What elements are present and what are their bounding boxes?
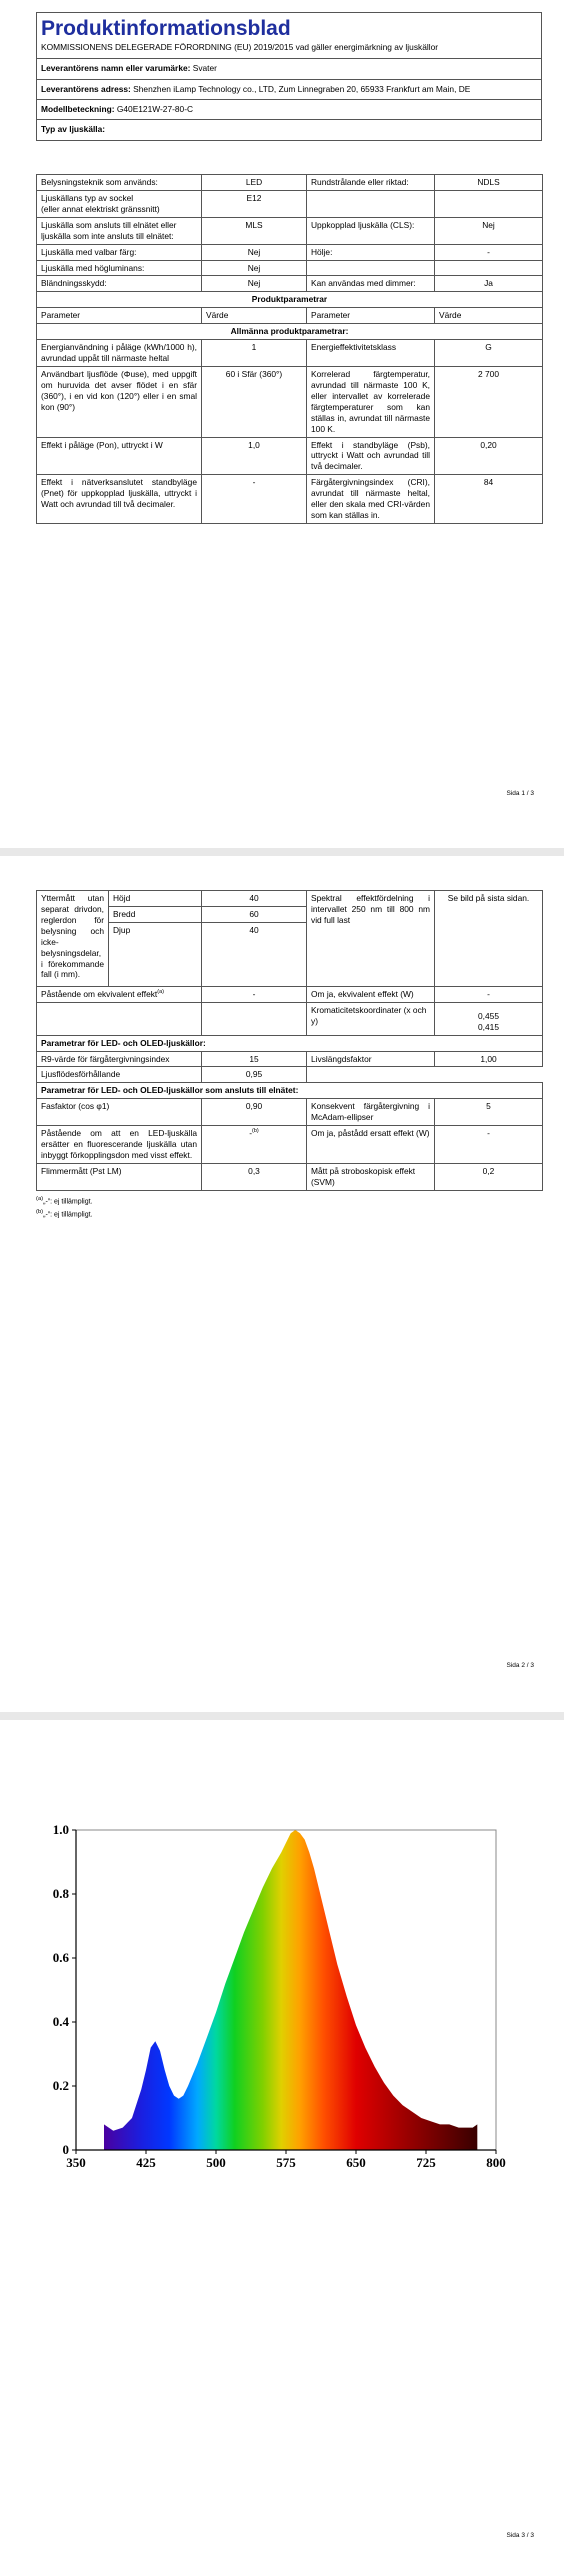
chroma-row xyxy=(37,1002,543,1035)
table-cell xyxy=(307,260,435,276)
footnote-b: $^{(b)}$„-”: ej tillämpligt. xyxy=(36,1208,93,1218)
spectral-value: Se bild på sista sidan. xyxy=(435,891,543,987)
macadam-value: 5 xyxy=(435,1099,543,1126)
y-tick-label: 0.8 xyxy=(52,1886,69,1901)
chroma-label: Kromaticitetskoordinater (x och y) xyxy=(307,1002,435,1035)
table-cell: LED xyxy=(202,175,307,191)
footnote-ref-a: (a) xyxy=(157,989,164,996)
table-cell: Effekt i nätverksanslutet standbyläge (Pnet) för uppkopplad ljuskälla, uttryckt i Watt och avrundad till två decimaler. xyxy=(37,475,202,524)
r9-value: 15 xyxy=(202,1051,307,1067)
x-tick-label: 575 xyxy=(276,2155,296,2170)
replace-w-label: Om ja, påstådd ersatt effekt (W) xyxy=(307,1126,435,1164)
table-cell: Hölje: xyxy=(307,244,435,260)
table-cell: Nej xyxy=(202,244,307,260)
page-footer: Sida 1 / 3 xyxy=(506,790,534,797)
table-cell: Effekt i standbyläge (Psb), uttryckt i Watt och avrundad till två decimaler. xyxy=(307,437,435,475)
spectral-label: Spektral effektfördelning i intervallet 250 nm till 800 nm vid full last xyxy=(307,891,435,987)
footnote-a: $^{(a)}$„-”: ej tillämpligt. xyxy=(36,1196,93,1206)
depth-value: 40 xyxy=(202,922,307,986)
table-cell: 2 700 xyxy=(435,366,543,437)
table-cell: - xyxy=(435,244,543,260)
table-cell: - xyxy=(202,475,307,524)
chroma-y: 0,415 xyxy=(478,1021,499,1032)
replace-value: -$^{(b)}$ xyxy=(202,1126,307,1164)
flicker-value: 0,3 xyxy=(202,1163,307,1190)
dims-row xyxy=(37,891,543,907)
flicker-label: Flimmermått (Pst LM) xyxy=(37,1163,202,1190)
table-row xyxy=(37,276,543,292)
type-rows xyxy=(37,175,543,292)
table-cell: Ja xyxy=(435,276,543,292)
x-tick-label: 425 xyxy=(136,2155,156,2170)
table-row xyxy=(37,217,543,244)
model-row xyxy=(37,100,541,120)
supplier-name-row xyxy=(37,59,541,79)
table-row xyxy=(37,260,543,276)
table-cell: Effekt i påläge (Pon), uttryckt i W xyxy=(37,437,202,475)
footnote-ref-b: (b) xyxy=(252,1128,259,1135)
product-table xyxy=(36,174,543,524)
equiv-w-label: Om ja, ekvivalent effekt (W) xyxy=(307,986,435,1002)
r9-row xyxy=(37,1051,543,1067)
supplier-name: Svater xyxy=(192,63,217,74)
table-cell: 1,0 xyxy=(202,437,307,475)
table-cell xyxy=(435,190,543,217)
table-row xyxy=(37,190,543,217)
spectrum-chart xyxy=(36,1810,526,2210)
page-1 xyxy=(0,0,564,848)
table-cell: Ljuskälla med högluminans: xyxy=(37,260,202,276)
table-cell: G xyxy=(435,340,543,367)
page-2 xyxy=(0,856,564,1712)
table-cell: Korrelerad färgtemperatur, avrundad till närmaste 100 K, eller intervallet av korrelerade färgtemperaturer som kan ställas in, avrundat till närmaste 100 K. xyxy=(307,366,435,437)
svm-value: 0,2 xyxy=(435,1163,543,1190)
table-row xyxy=(37,366,543,437)
table-cell: Nej xyxy=(435,217,543,244)
supplier-name-label: Leverantörens namn eller varumärke: xyxy=(41,63,191,74)
mains-params-heading: Parametrar för LED- och OLED-ljuskällor som ansluts till elnätet: xyxy=(37,1083,543,1099)
pf-row xyxy=(37,1099,543,1126)
x-tick-label: 725 xyxy=(416,2155,436,2170)
equiv-value: - xyxy=(202,986,307,1002)
replace-row xyxy=(37,1126,543,1164)
y-tick-label: 1.0 xyxy=(52,1822,69,1837)
table-cell: 60 i Sfär (360°) xyxy=(202,366,307,437)
x-tick-label: 350 xyxy=(66,2155,86,2170)
table-cell: Ljuskälla som ansluts till elnätet eller ljuskälla som inte ansluts till elnätet: xyxy=(37,217,202,244)
table-cell: Uppkopplad ljuskälla (CLS): xyxy=(307,217,435,244)
equiv-row xyxy=(37,986,543,1002)
table-cell: Kan användas med dimmer: xyxy=(307,276,435,292)
table-cell: Nej xyxy=(202,260,307,276)
y-tick-label: 0.2 xyxy=(52,2078,69,2093)
led-params-heading: Parametrar för LED- och OLED-ljuskällor: xyxy=(37,1035,543,1051)
equiv-label: Påstående om ekvivalent effekt$^{(a)}$ xyxy=(37,986,202,1002)
flicker-row xyxy=(37,1163,543,1190)
footnotes xyxy=(36,1195,93,1220)
maint-row xyxy=(37,1067,543,1083)
model-id: G40E121W-27-80-C xyxy=(116,104,194,115)
y-tick-label: 0.6 xyxy=(52,1950,69,1965)
table-cell: MLS xyxy=(202,217,307,244)
x-tick-label: 800 xyxy=(486,2155,506,2170)
table-row xyxy=(37,340,543,367)
width-label: Bredd xyxy=(109,906,202,922)
equiv-w-value: - xyxy=(435,986,543,1002)
table-cell: 1 xyxy=(202,340,307,367)
supplier-address: Shenzhen iLamp Technology co., LTD, Zum Linnegraben 20, 65933 Frankfurt am Main, DE xyxy=(133,83,471,94)
table-cell: Färgåtergivningsindex (CRI), avrundat till närmaste heltal, eller den skala med CRI-värden som kan ställas in. xyxy=(307,475,435,524)
table-cell: Användbart ljusflöde (Φuse), med uppgift om huruvida det avser flödet i en sfär (360°), i en vid kon (120°) eller i en smal kon (90°) xyxy=(37,366,202,437)
product-params-heading: Produktparametrar xyxy=(37,292,543,308)
x-tick-label: 650 xyxy=(346,2155,366,2170)
height-value: 40 xyxy=(202,891,307,907)
x-tick-label: 500 xyxy=(206,2155,226,2170)
general-rows xyxy=(37,340,543,524)
table-cell: 84 xyxy=(435,475,543,524)
page-footer: Sida 3 / 3 xyxy=(506,2532,534,2539)
page-title: Produktinformationsblad xyxy=(41,17,291,40)
table-cell: 0,20 xyxy=(435,437,543,475)
table-cell: E12 xyxy=(202,190,307,217)
table-cell: NDLS xyxy=(435,175,543,191)
supplier-address-label: Leverantörens adress: xyxy=(41,83,131,94)
replace-w-value: - xyxy=(435,1126,543,1164)
r9-label: R9-värde för färgåtergivningsindex xyxy=(37,1051,202,1067)
supplier-address-row xyxy=(37,80,541,100)
maint-label: Ljusflödesförhållande xyxy=(37,1067,202,1083)
type-heading xyxy=(37,120,541,139)
life-label: Livslängdsfaktor xyxy=(307,1051,435,1067)
page-3 xyxy=(0,1720,564,2560)
table-cell xyxy=(435,260,543,276)
pf-value: 0,90 xyxy=(202,1099,307,1126)
column-headers: Parameter Värde Parameter Värde xyxy=(37,308,543,324)
macadam-label: Konsekvent färgåtergivning i McAdam-ellipser xyxy=(307,1099,435,1126)
general-params-heading: Allmänna produktparametrar: xyxy=(37,324,543,340)
replace-label: Påstående om att en LED-ljuskälla ersätter en fluorescerande ljuskälla utan inbyggt förkopplingsdon med visst effekt. xyxy=(37,1126,202,1164)
width-value: 60 xyxy=(202,906,307,922)
life-value: 1,00 xyxy=(435,1051,543,1067)
pf-label: Fasfaktor (cos φ1) xyxy=(37,1099,202,1126)
table-cell: Ljuskälla med valbar färg: xyxy=(37,244,202,260)
y-tick-label: 0.4 xyxy=(52,2014,69,2029)
table-cell: Bländningsskydd: xyxy=(37,276,202,292)
dims-label: Yttermått utan separat drivdon, reglerdon för belysning och icke-belysningsdelar, i förekommande fall (i mm). xyxy=(37,891,109,987)
table-cell: Rundstrålande eller riktad: xyxy=(307,175,435,191)
table-cell: Belysningsteknik som används: xyxy=(37,175,202,191)
height-label: Höjd xyxy=(109,891,202,907)
y-tick-label: 0 xyxy=(62,2142,69,2157)
table-row xyxy=(37,175,543,191)
depth-label: Djup xyxy=(109,922,202,986)
chroma-x: 0,455 xyxy=(478,1010,499,1021)
type-heading-text: Typ av ljuskälla: xyxy=(41,124,106,135)
maint-value: 0,95 xyxy=(202,1067,307,1083)
product-table-continued xyxy=(36,890,543,1191)
regulation-text: KOMMISSIONENS DELEGERADE FÖRORDNING (EU) 2019/2015 vad gäller energimärkning av ljuskällor xyxy=(37,42,541,59)
svm-label: Mått på stroboskopisk effekt (SVM) xyxy=(307,1163,435,1190)
table-row xyxy=(37,475,543,524)
model-label: Modellbeteckning: xyxy=(41,104,115,115)
chroma-values xyxy=(435,1002,543,1035)
table-cell: Energieffektivitetsklass xyxy=(307,340,435,367)
table-cell: Energianvändning i påläge (kWh/1000 h), avrundad uppåt till närmaste heltal xyxy=(37,340,202,367)
page-footer: Sida 2 / 3 xyxy=(506,1662,534,1669)
header-block xyxy=(36,12,542,141)
table-cell: Ljuskällans typ av sockel (eller annat elektriskt gränssnitt) xyxy=(37,190,202,217)
table-cell xyxy=(307,190,435,217)
table-cell: Nej xyxy=(202,276,307,292)
table-row xyxy=(37,437,543,475)
table-row xyxy=(37,244,543,260)
